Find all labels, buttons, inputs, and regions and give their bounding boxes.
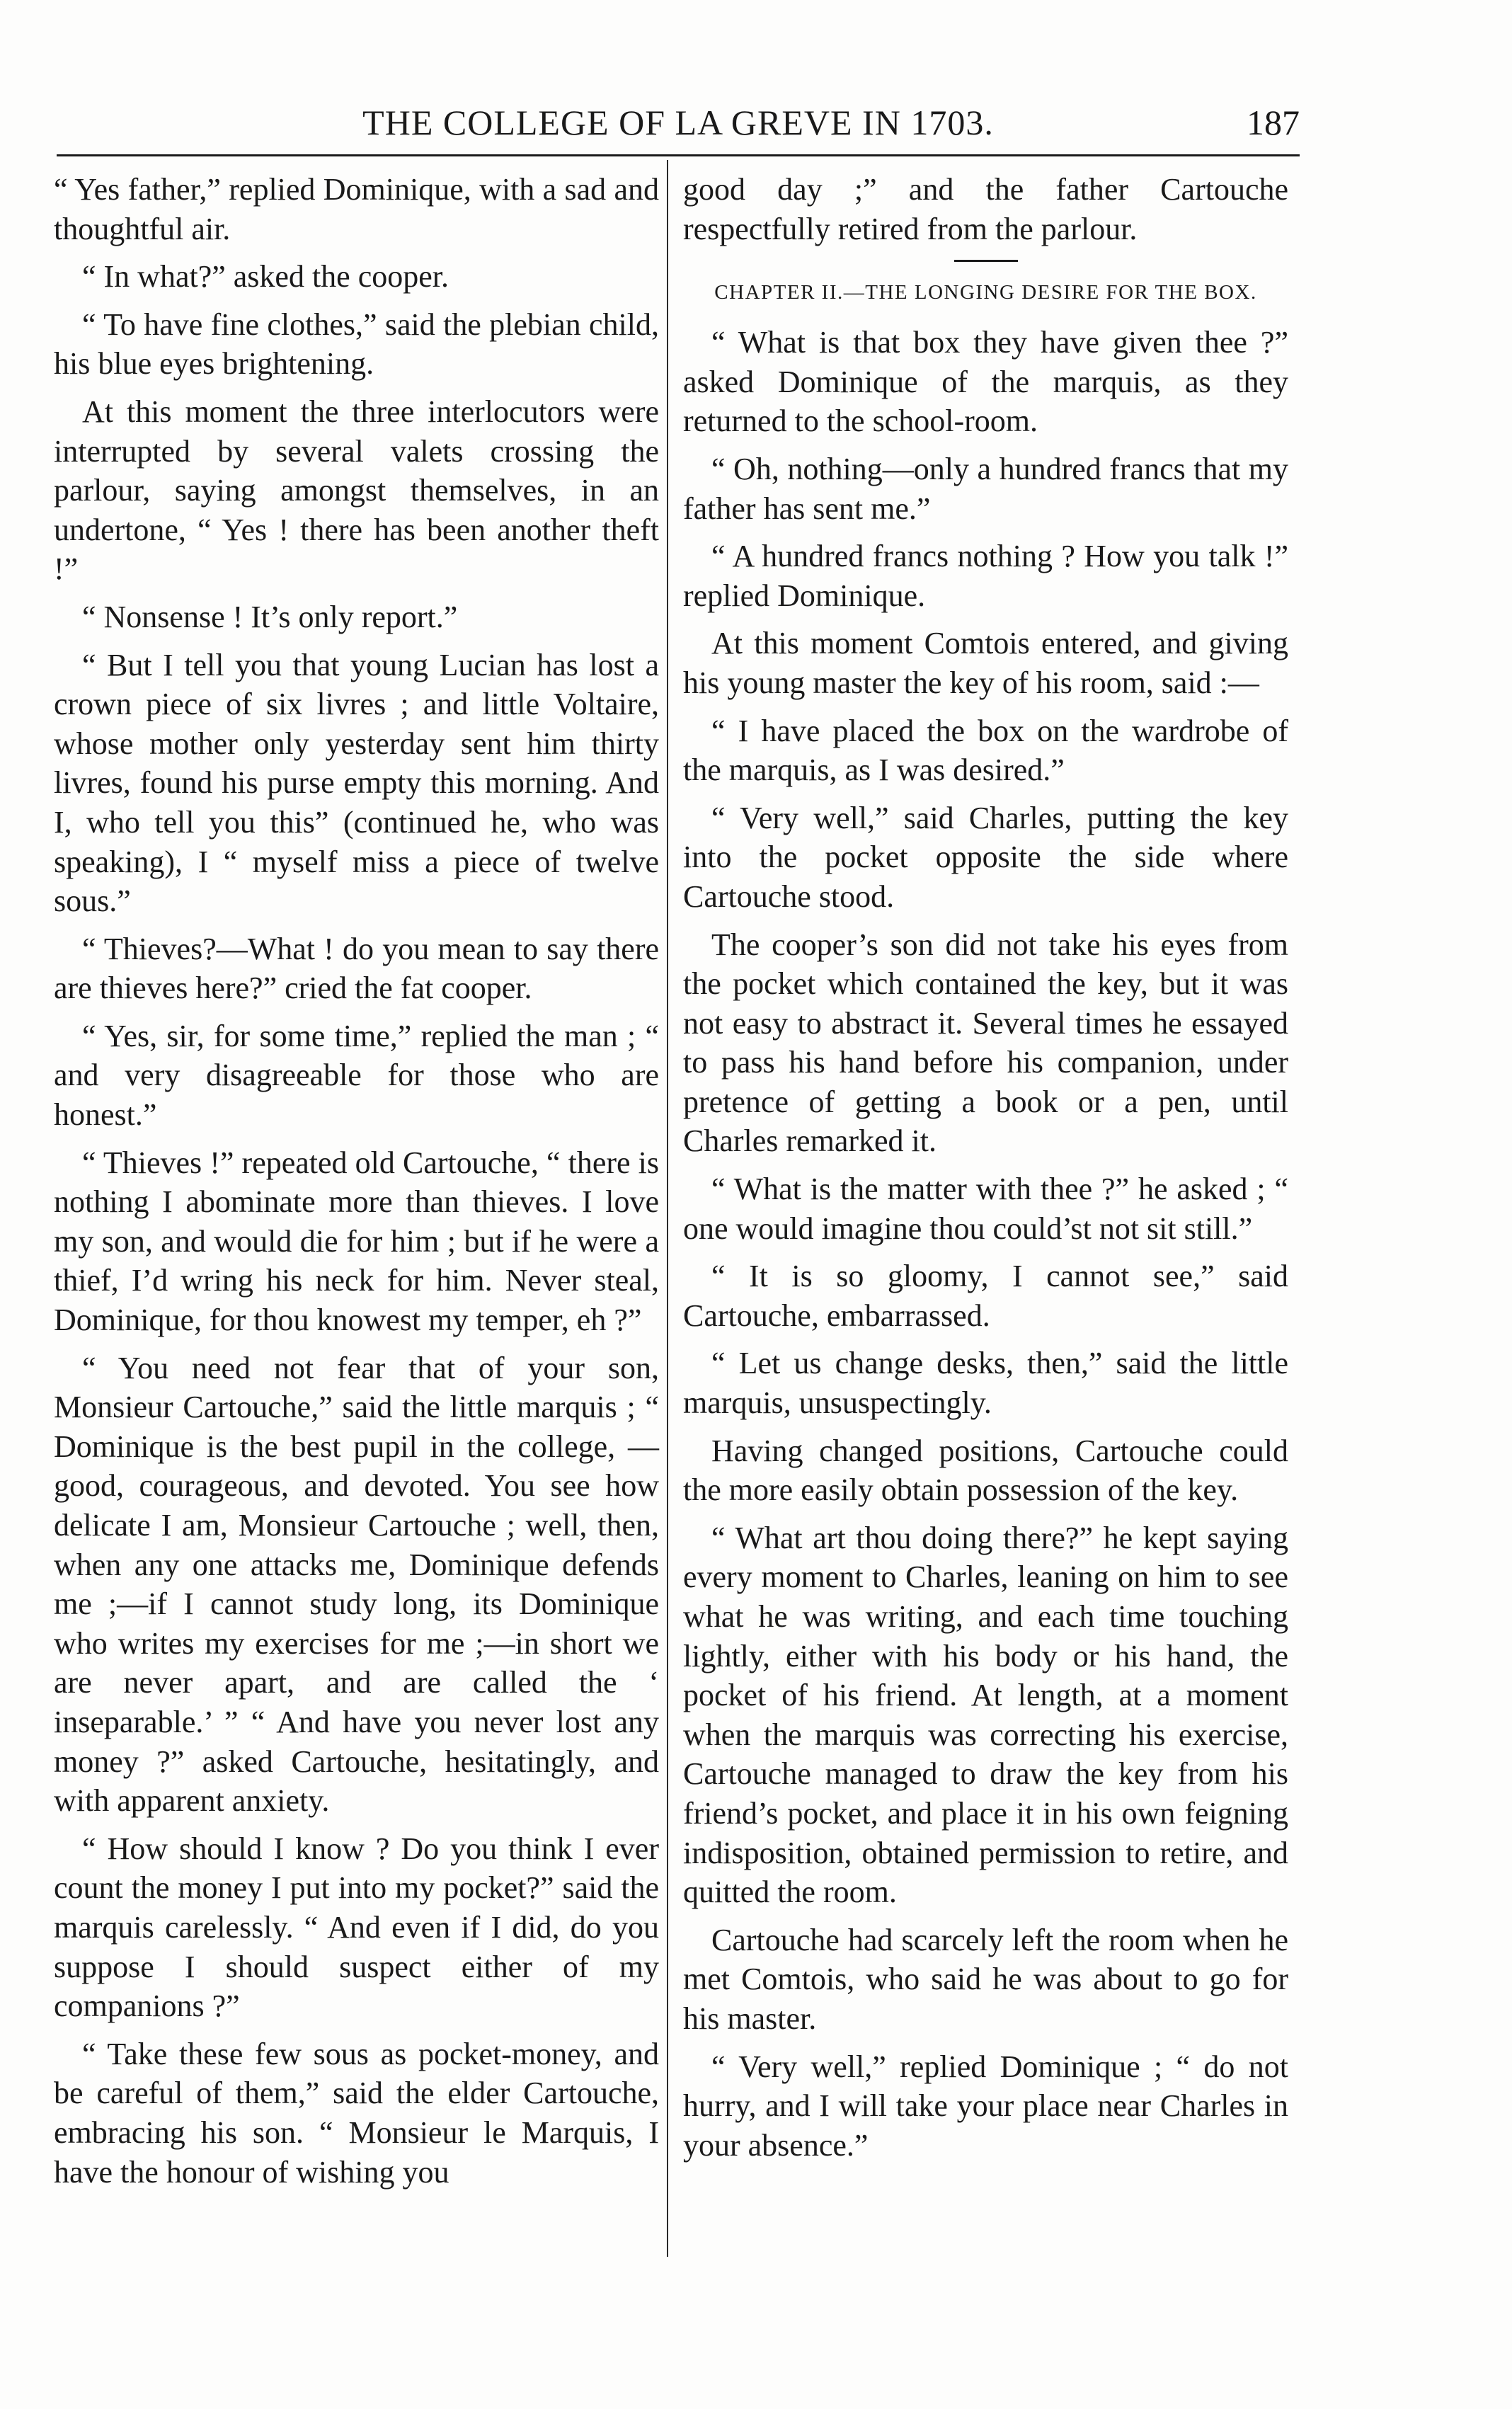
paragraph: At this moment the three interlocutors were interrupted by several valets crossing the parlour, saying amongst themselves, in an undertone, “ Yes ! there has been another theft !” — [54, 394, 659, 587]
paragraph: “ What is the matter with thee ?” he asked ; “ one would imagine thou could’st not sit still.” — [683, 1172, 1288, 1246]
paragraph: “ What art thou doing there?” he kept saying every moment to Charles, leaning on him to see what he was writing, and each time touching lightly, either with his body or his hand, the pocket of his friend. At length, at a moment when the marquis was correcting his exercise, Cartouche managed to draw the key from his friend’s pocket, and place it in his own feigning indisposition, obtained permission to retire, and quitted the room. — [683, 1520, 1288, 1910]
paragraph: “ Thieves !” repeated old Cartouche, “ there is nothing I abominate more than thieves. I love my son, and would die for him ; but if he were a thief, I’d wring his neck for him. Never steal, Dominique, for thou knowest my temper, eh ?” — [54, 1145, 659, 1338]
paragraph: At this moment Comtois entered, and giving his young master the key of his room, said :— — [683, 626, 1288, 700]
paragraph: “ Nonsense ! It’s only report.” — [82, 599, 458, 634]
running-title: THE COLLEGE OF LA GREVE IN 1703. — [362, 103, 994, 142]
paragraph: “ Very well,” replied Dominique ; “ do not hurry, and I will take your place near Charles in your absence.” — [683, 2049, 1288, 2163]
chapter-heading: CHAPTER II.—THE LONGING DESIRE FOR THE BOX. — [714, 281, 1257, 304]
page-number: 187 — [1247, 103, 1300, 142]
paragraph: “ To have fine clothes,” said the plebian child, his blue eyes brightening. — [54, 307, 659, 382]
chapter-rule — [954, 260, 1018, 262]
paragraph: “ A hundred francs nothing ? How you talk !” replied Dominique. — [683, 539, 1288, 613]
paragraph: “ Yes father,” replied Dominique, with a sad and thoughtful air. — [54, 172, 659, 246]
paragraph: “ You need not fear that of your son, Monsieur Cartouche,” said the little marquis ; “ Dominique is the best pupil in the college, —good, courageous, and devoted. You see how delicate I am, Monsieur Cartouche ; well, then, when any one attacks me, Dominique defends me ;—if I cannot study long, its Dominique who writes my exercises for me ;—in short we are never apart, and are called the ‘ inseparable.’ ” “ And have you never lost any money ?” asked Cartouche, hesitatingly, and with apparent anxiety. — [54, 1350, 659, 1819]
header-rule — [57, 154, 1300, 156]
page-header — [57, 98, 1300, 154]
paragraph: “ Yes, sir, for some time,” replied the man ; “ and very disagreeable for those who are honest.” — [54, 1018, 659, 1133]
paragraph: “ Thieves?—What ! do you mean to say there are thieves here?” cried the fat cooper. — [54, 931, 659, 1006]
paragraph: “ Let us change desks, then,” said the little marquis, unsuspectingly. — [683, 1346, 1288, 1421]
paragraph: The cooper’s son did not take his eyes from the pocket which contained the key, but it was not easy to abstract it. Several times he essayed to pass his hand before his companion, under pretence of getting a book or a pen, until Charles remarked it. — [683, 927, 1288, 1159]
paragraph: Cartouche had scarcely left the room when he met Comtois, who said he was about to go for his master. — [683, 1922, 1288, 2036]
paragraph: “ In what?” asked the cooper. — [82, 259, 449, 294]
paragraph: “ Oh, nothing—only a hundred francs that my father has sent me.” — [683, 451, 1288, 526]
continued-paragraph: good day ;” and the father Cartouche respectfully retired from the parlour. — [683, 172, 1288, 246]
paragraph: Having changed positions, Cartouche could the more easily obtain possession of the key. — [683, 1433, 1288, 1508]
paragraph: “ It is so gloomy, I cannot see,” said Cartouche, embarrassed. — [683, 1259, 1288, 1333]
paragraph: “ Take these few sous as pocket-money, and be careful of them,” said the elder Cartouche, embracing his son. “ Monsieur le Marquis, I have the honour of wishing you — [54, 2036, 659, 2190]
paragraph: “ I have placed the box on the wardrobe of the marquis, as I was desired.” — [683, 713, 1288, 788]
right-column — [683, 170, 1288, 2173]
left-column — [54, 170, 659, 2200]
column-divider — [667, 160, 668, 2257]
paragraph: “ What is that box they have given thee ?” asked Dominique of the marquis, as they returned to the school-room. — [683, 325, 1288, 439]
paragraph: “ But I tell you that young Lucian has lost a crown piece of six livres ; and little Voltaire, whose mother only yesterday sent him thirty livres, found his purse empty this morning. And I, who tell you this” (continued he, who was speaking), I “ myself miss a piece of twelve sous.” — [54, 647, 659, 919]
paragraph: “ Very well,” said Charles, putting the key into the pocket opposite the side where Cartouche stood. — [683, 800, 1288, 914]
paragraph: “ How should I know ? Do you think I ever count the money I put into my pocket?” said the marquis carelessly. “ And even if I did, do you suppose I should suspect either of my companions ?” — [54, 1831, 659, 2024]
